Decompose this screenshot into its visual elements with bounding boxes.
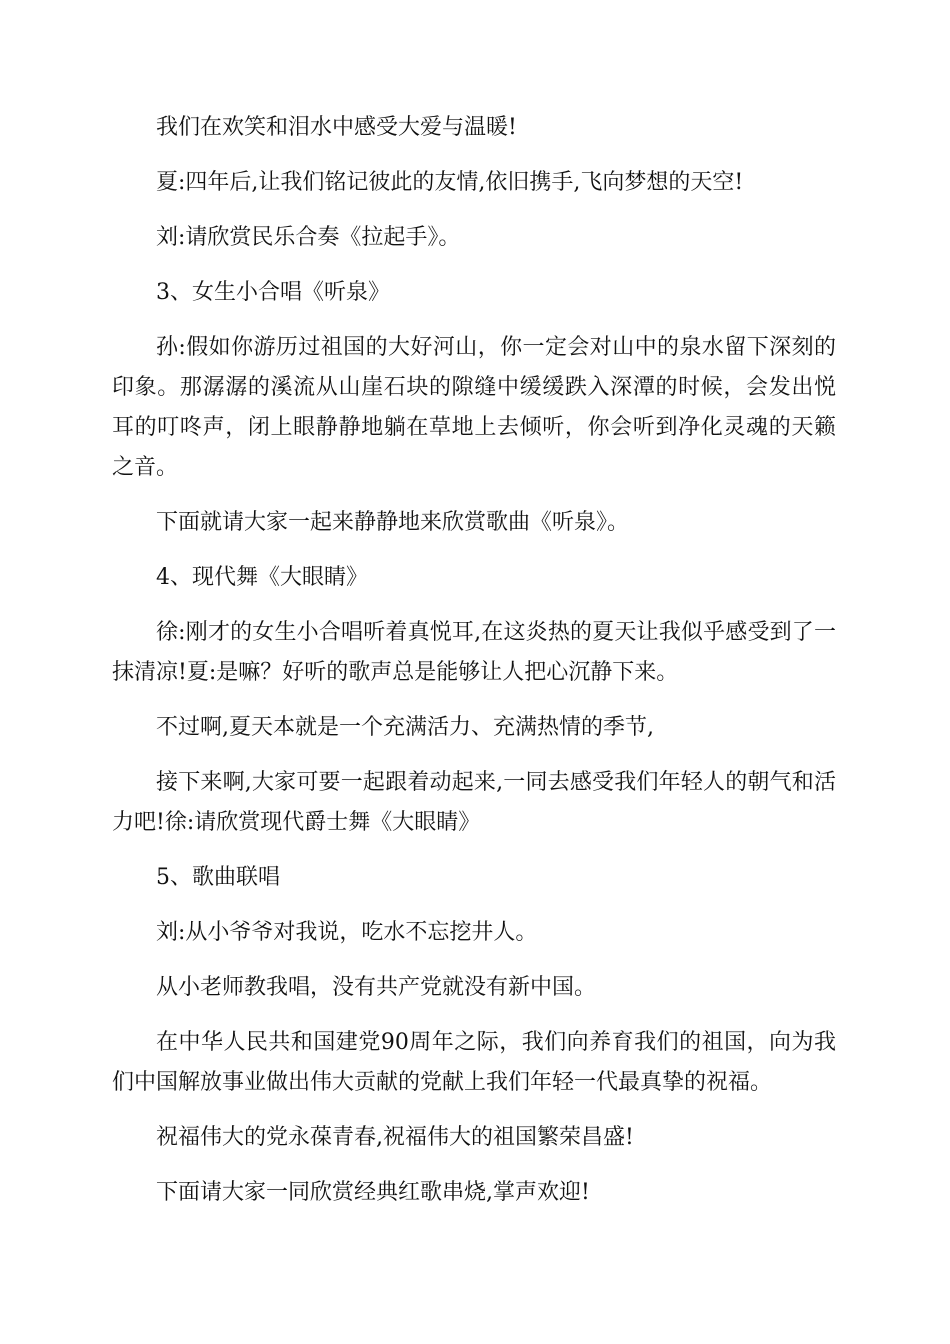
paragraph: 不过啊,夏天本就是一个充满活力、充满热情的季节, (156, 715, 654, 740)
paragraph: 接下来啊,大家可要一起跟着动起来,一同去感受我们年轻人的朝气和活力吧!徐:请欣赏现代爵士舞《大眼睛》 (112, 770, 836, 835)
paragraph: 下面请大家一同欣赏经典红歌串烧,掌声欢迎! (156, 1180, 590, 1205)
section-heading: 4、现代舞《大眼睛》 (156, 565, 368, 590)
paragraph: 孙:假如你游历过祖国的大好河山，你一定会对山中的泉水留下深刻的印象。那潺潺的溪流从山崖石块的隙缝中缓缓跌入深潭的时候，会发出悦耳的叮咚声，闭上眼静静地躺在草地上去倾听，你会听到净化灵魂的天籁之音。 (112, 335, 836, 480)
paragraph: 刘:从小爷爷对我说，吃水不忘挖井人。 (156, 920, 538, 945)
document-body (112, 108, 836, 1228)
paragraph: 祝福伟大的党永葆青春,祝福伟大的祖国繁荣昌盛! (156, 1125, 634, 1150)
paragraph: 在中华人民共和国建党90周年之际，我们向养育我们的祖国，向为我们中国解放事业做出伟大贡献的党献上我们年轻一代最真挚的祝福。 (112, 1030, 836, 1095)
paragraph: 刘:请欣赏民乐合奏《拉起手》。 (156, 225, 461, 250)
paragraph: 徐:刚才的女生小合唱听着真悦耳,在这炎热的夏天让我似乎感受到了一抹清凉!夏:是嘛？好听的歌声总是能够让人把心沉静下来。 (112, 620, 836, 685)
paragraph: 下面就请大家一起来静静地来欣赏歌曲《听泉》。 (156, 510, 630, 535)
paragraph: 夏:四年后,让我们铭记彼此的友情,依旧携手,飞向梦想的天空! (156, 170, 744, 195)
paragraph: 我们在欢笑和泪水中感受大爱与温暖! (156, 115, 517, 140)
paragraph: 从小老师教我唱，没有共产党就没有新中国。 (156, 975, 597, 1000)
section-heading: 3、女生小合唱《听泉》 (156, 280, 390, 305)
section-heading: 5、歌曲联唱 (156, 865, 280, 890)
